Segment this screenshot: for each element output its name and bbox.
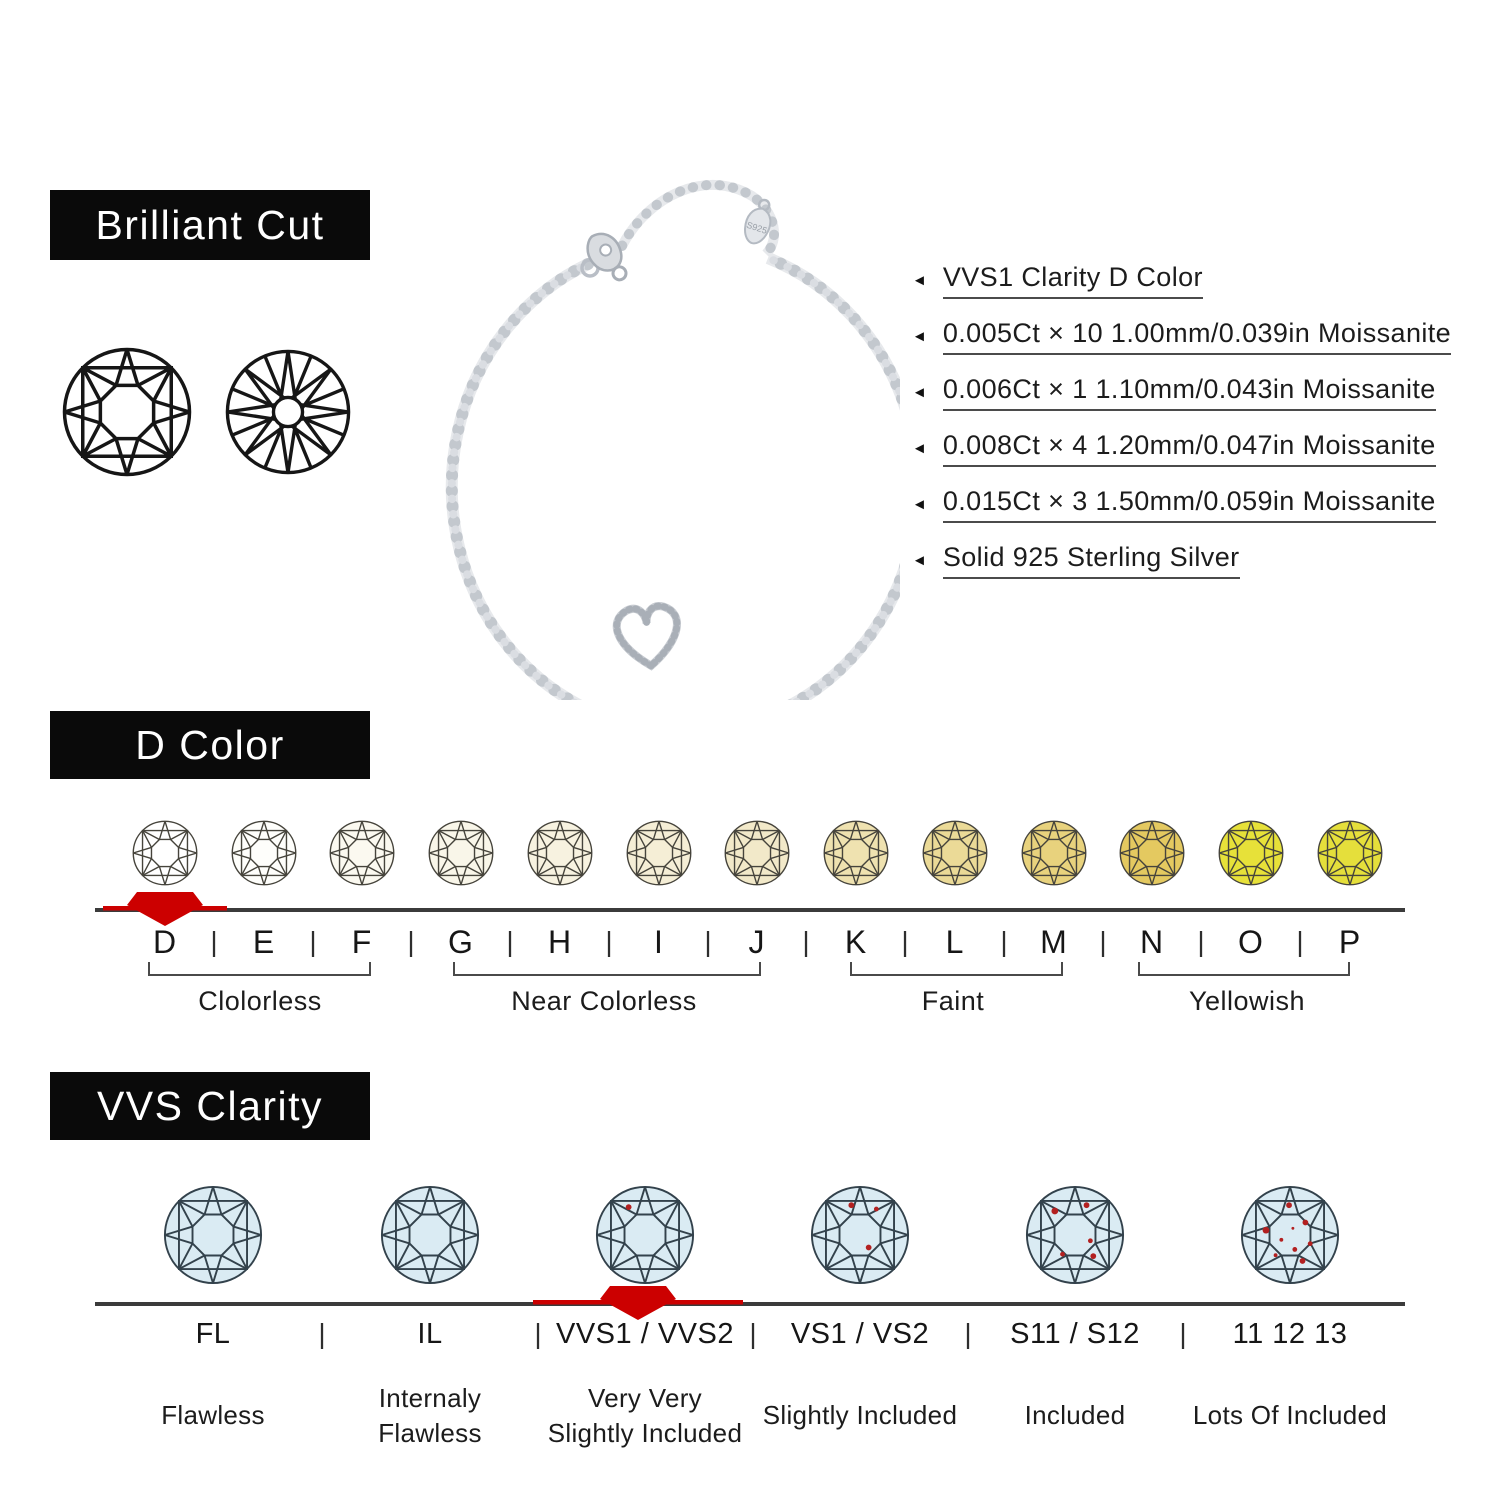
gem-icon	[725, 821, 788, 884]
gem-icon	[1242, 1187, 1338, 1283]
color-group-label: Near Colorless	[511, 986, 697, 1016]
color-grade-letter: H	[547, 924, 573, 960]
diamond-crown-icon	[65, 350, 190, 475]
clarity-gem-IL	[380, 1185, 480, 1285]
color-gem-G	[428, 820, 494, 886]
clarity-gem-VS	[810, 1185, 910, 1285]
color-gem-N	[1119, 820, 1185, 886]
section-title: D Color	[135, 721, 285, 768]
gem-icon	[923, 821, 986, 884]
gem-icon	[1027, 1187, 1123, 1283]
spec-item	[912, 420, 1451, 476]
spec-item	[912, 252, 1451, 308]
color-group-label: Faint	[921, 986, 985, 1016]
clarity-grade-code: VS1 / VS2	[790, 1318, 930, 1350]
group-bracket	[453, 960, 761, 978]
color-grade-letter: I	[654, 924, 664, 960]
spec-text: Solid 925 Sterling Silver	[943, 542, 1240, 579]
clarity-grade-desc: Lots Of Included	[1192, 1400, 1388, 1431]
scale-separator: |	[210, 926, 218, 957]
clarity-grade-code: FL	[195, 1318, 231, 1350]
tag-text: S925	[745, 219, 769, 236]
scale-separator: |	[964, 1318, 972, 1349]
color-grade-letter: G	[448, 924, 474, 960]
color-grade-letter: F	[351, 924, 373, 960]
spec-item	[912, 364, 1451, 420]
gem-icon	[232, 821, 295, 884]
spec-item	[912, 308, 1451, 364]
color-grade-letter: O	[1238, 924, 1264, 960]
scale-separator: |	[901, 926, 909, 957]
arrow-icon: ◄	[912, 551, 927, 569]
color-grade-letter: N	[1139, 924, 1165, 960]
scale-separator: |	[802, 926, 810, 957]
section-title: VVS Clarity	[96, 1082, 324, 1129]
color-gem-I	[626, 820, 692, 886]
arrow-icon: ◄	[912, 271, 927, 289]
scale-separator: |	[506, 926, 514, 957]
arrow-icon: ◄	[912, 495, 927, 513]
clarity-grade-code: VVS1 / VVS2	[556, 1318, 734, 1350]
scale-separator: |	[407, 926, 415, 957]
spec-text: VVS1 Clarity D Color	[943, 262, 1203, 299]
clarity-scale-line	[95, 1302, 1405, 1306]
color-group-label: Clolorless	[198, 986, 322, 1016]
color-scale-line	[95, 908, 1405, 912]
clarity-gem-S1	[1025, 1185, 1125, 1285]
diamond-pavilion-icon	[227, 351, 348, 472]
color-grade-letter: D	[152, 924, 178, 960]
gem-icon	[382, 1187, 478, 1283]
scale-separator: |	[704, 926, 712, 957]
gem-icon	[133, 821, 196, 884]
inclusion-dots	[626, 1204, 632, 1210]
color-gem-E	[231, 820, 297, 886]
color-gem-L	[922, 820, 988, 886]
group-bracket	[148, 960, 371, 978]
color-grade-letter: M	[1040, 924, 1068, 960]
marker-gem-icon	[600, 1286, 676, 1320]
clarity-grade-desc: Included	[1024, 1400, 1126, 1431]
color-gem-H	[527, 820, 593, 886]
group-bracket	[850, 960, 1063, 978]
color-grade-letter: L	[945, 924, 965, 960]
arrow-icon: ◄	[912, 327, 927, 345]
section-title: Brilliant Cut	[95, 201, 325, 248]
clarity-grade-desc: Very Very Slightly Included	[547, 1382, 743, 1448]
scale-separator: |	[749, 1318, 757, 1349]
marker-gem-icon	[127, 892, 203, 926]
scale-separator: |	[1000, 926, 1008, 957]
clarity-grade-code: S11 / S12	[1010, 1318, 1140, 1350]
gem-icon	[330, 821, 393, 884]
gem-icon	[429, 821, 492, 884]
scale-separator: |	[605, 926, 613, 957]
clarity-grade-code: IL	[417, 1318, 443, 1350]
gem-icon	[1120, 821, 1183, 884]
scale-separator: |	[1296, 926, 1304, 957]
spec-text: 0.015Ct × 3 1.50mm/0.059in Moissanite	[943, 486, 1436, 523]
gem-icon	[1318, 821, 1381, 884]
color-gem-P	[1317, 820, 1383, 886]
group-bracket	[1138, 960, 1350, 978]
gem-icon	[812, 1187, 908, 1283]
clarity-gem-I	[1240, 1185, 1340, 1285]
scale-separator: |	[309, 926, 317, 957]
clarity-grade-desc: Internaly Flawless	[378, 1382, 482, 1448]
gem-icon	[165, 1187, 261, 1283]
section-label-d-color	[50, 711, 370, 779]
color-gem-K	[823, 820, 889, 886]
heart-charm	[615, 604, 681, 669]
color-grade-letter: K	[844, 924, 868, 960]
color-gem-D	[132, 820, 198, 886]
scale-separator: |	[1197, 926, 1205, 957]
scale-separator: |	[1099, 926, 1107, 957]
color-gem-J	[724, 820, 790, 886]
color-grade-letter: P	[1338, 924, 1362, 960]
gem-icon	[1219, 821, 1282, 884]
scale-separator: |	[1179, 1318, 1187, 1349]
color-grade-letter: J	[748, 924, 766, 960]
bracelet-photo	[380, 140, 900, 700]
spec-item	[912, 476, 1451, 532]
spec-text: 0.005Ct × 10 1.00mm/0.039in Moissanite	[943, 318, 1451, 355]
spec-list	[912, 252, 1451, 588]
arrow-icon: ◄	[912, 439, 927, 457]
spec-text: 0.008Ct × 4 1.20mm/0.047in Moissanite	[943, 430, 1436, 467]
gem-icon	[597, 1187, 693, 1283]
gem-icon	[528, 821, 591, 884]
diamond-pavilion-diagram	[225, 349, 351, 475]
clarity-gem-VVS	[595, 1185, 695, 1285]
arrow-icon: ◄	[912, 383, 927, 401]
clarity-gem-FL	[163, 1185, 263, 1285]
color-gem-M	[1021, 820, 1087, 886]
color-gem-O	[1218, 820, 1284, 886]
color-grade-letter: E	[252, 924, 276, 960]
clarity-grade-desc: Slightly Included	[762, 1400, 958, 1431]
gem-icon	[1022, 821, 1085, 884]
gem-icon	[824, 821, 887, 884]
scale-separator: |	[318, 1318, 326, 1349]
color-gem-F	[329, 820, 395, 886]
clarity-grade-code: 11 12 13	[1232, 1318, 1348, 1350]
section-label-brilliant-cut	[50, 190, 370, 260]
clarity-grade-desc: Flawless	[161, 1400, 265, 1431]
spec-text: 0.006Ct × 1 1.10mm/0.043in Moissanite	[943, 374, 1436, 411]
color-group-label: Yellowish	[1188, 986, 1306, 1016]
scale-separator: |	[534, 1318, 542, 1349]
gem-icon	[627, 821, 690, 884]
section-label-vvs-clarity	[50, 1072, 370, 1140]
spec-item	[912, 532, 1451, 588]
diamond-crown-diagram	[62, 347, 192, 477]
